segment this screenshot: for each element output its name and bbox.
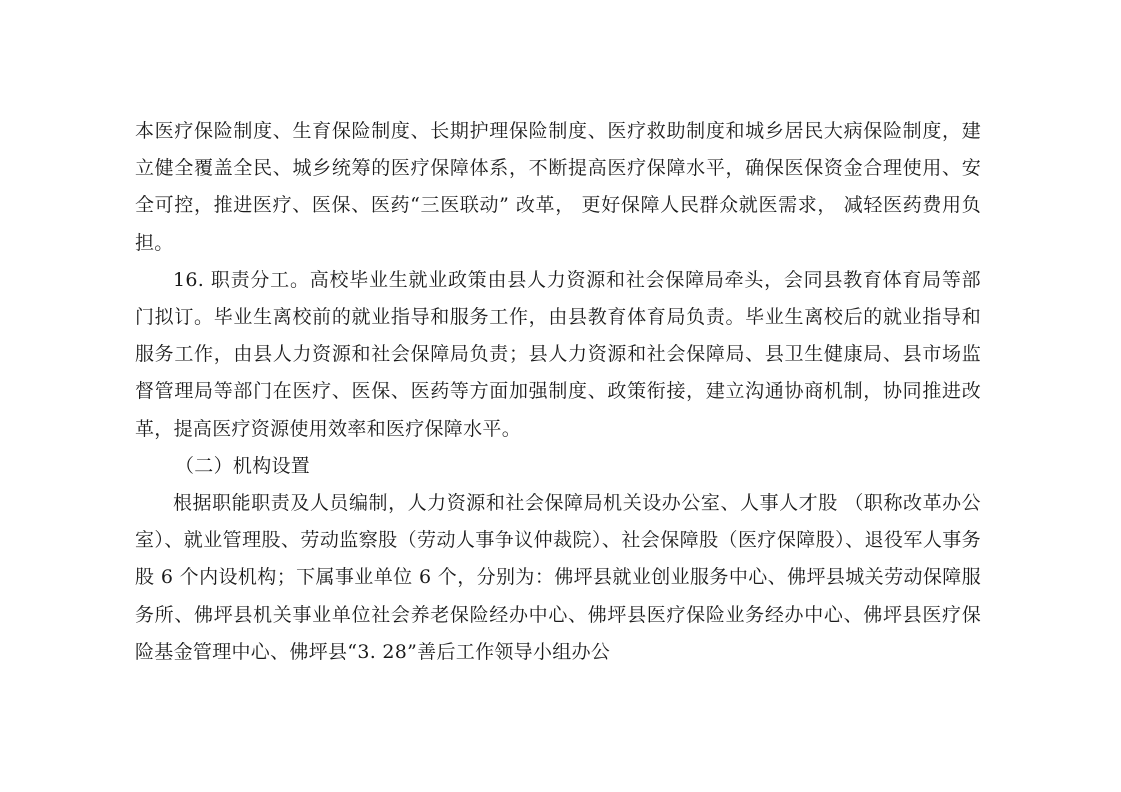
paragraph-division-of-duties: 16. 职责分工。高校毕业生就业政策由县人力资源和社会保障局牵头，会同县教育体育局等部门拟订。毕业生离校前的就业指导和服务工作，由县教育体育局负责。毕业生离校后的就业指导和服务工作，由县人力资源和社会保障局负责；县人力资源和社会保障局、县卫生健康局、县市场监督管理局等部门在医疗、医保、医药等方面加强制度、政策衔接，建立沟通协商机制，协同推进改革，提高医疗资源使用效率和医疗保障水平。 (135, 268, 981, 440)
document-body (135, 113, 981, 671)
paragraph-organization-setup: 根据职能职责及人员编制，人力资源和社会保障局机关设办公室、人事人才股 （职称改革办公室）、就业管理股、劳动监察股（劳动人事争议仲裁院）、社会保障股（医疗保障股）、退役军人事务股 6 个内设机构；下属事业单位 6 个，分别为：佛坪县就业创业服务中心、佛坪县城关劳动保障服务所、佛坪县机关事业单位社会养老保险经办中心、佛坪县医疗保险业务经办中心、佛坪县医疗保险基金管理中心、佛坪县“3. 28”善后工作领导小组办公 (135, 492, 981, 663)
paragraph-medical-insurance: 本医疗保险制度、生育保险制度、长期护理保险制度、医疗救助制度和城乡居民大病保险制度，建立健全覆盖全民、城乡统筹的医疗保障体系，不断提高医疗保障水平，确保医保资金合理使用、安全可控，推进医疗、医保、医药“三医联动” 改革， 更好保障人民群众就医需求， 减轻医药费用负担。 (135, 120, 981, 254)
section-heading-organization: （二）机构设置 (175, 454, 311, 477)
